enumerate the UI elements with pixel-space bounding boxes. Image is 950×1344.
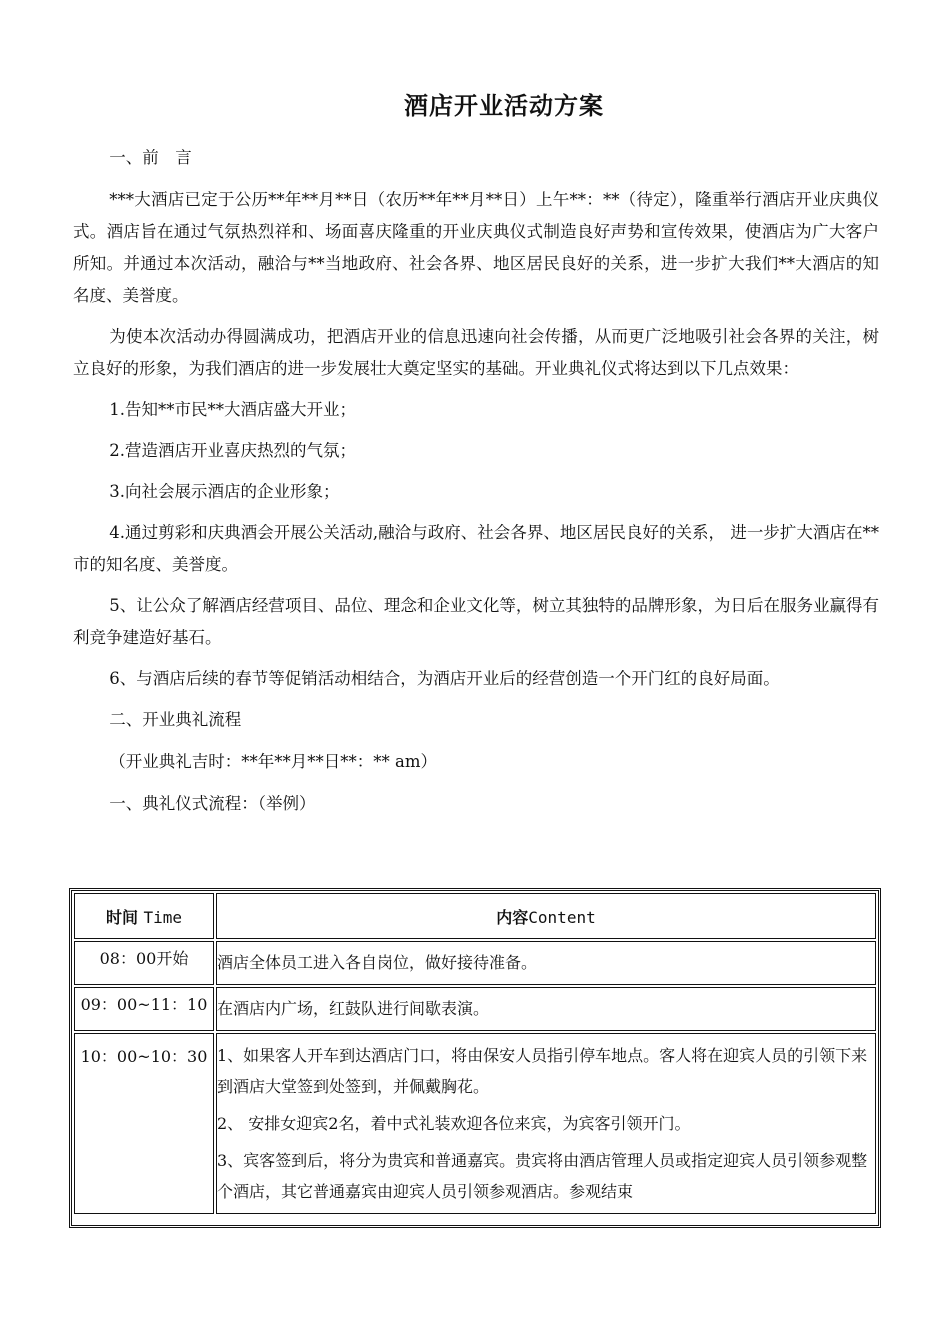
table-row [74, 1033, 876, 1214]
list-item-effect-4: 4.通过剪彩和庆典酒会开展公关活动,融洽与政府、社会各界、地区居民良好的关系， 进一步扩大酒店在**市的知名度、美誉度。 [73, 523, 879, 574]
list-item-effect-1: 1.告知**市民**大酒店盛大开业； [109, 400, 357, 419]
header-content-cn: 内容 [496, 907, 529, 927]
section-heading-process: 二、开业典礼流程 [109, 710, 242, 729]
row-content-item: 2、 安排女迎宾2名，着中式礼装欢迎各位来宾，为宾客引领开门。 [217, 1114, 691, 1133]
header-time [74, 893, 214, 939]
row-time: 10：00~10：30 [74, 1033, 214, 1214]
list-item-effect-5: 5、让公众了解酒店经营项目、品位、理念和企业文化等，树立其独特的品牌形象，为日后在服务业赢得有利竞争建造好基石。 [73, 596, 879, 647]
row-content [216, 1033, 876, 1214]
ceremony-time-note: （开业典礼吉时：**年**月**日**：** am） [109, 752, 438, 771]
list-item-effect-2: 2.营造酒店开业喜庆热烈的气氛； [109, 441, 357, 460]
table-row [74, 941, 876, 985]
document-title: 酒店开业活动方案 [404, 92, 604, 120]
header-time-en: Time [143, 907, 183, 927]
row-content: 在酒店内广场，红鼓队进行间歇表演。 [216, 987, 876, 1031]
row-content-item: 1、如果客人开车到达酒店门口，将由保安人员指引停车地点。客人将在迎宾人员的引领下来到酒店大堂签到处签到，并佩戴胸花。 [217, 1046, 868, 1096]
section-heading-preface: 一、前 言 [109, 148, 192, 167]
row-time: 09：00~11：10 [74, 987, 214, 1031]
row-content-item: 3、宾客签到后，将分为贵宾和普通嘉宾。贵宾将由酒店管理人员或指定迎宾人员引领参观整个酒店，其它普通嘉宾由迎宾人员引领参观酒店。参观结束 [217, 1151, 868, 1201]
list-item-effect-3: 3.向社会展示酒店的企业形象； [109, 482, 340, 501]
ceremony-flow-heading: 一、典礼仪式流程：（举例） [109, 794, 316, 813]
header-time-cn: 时间 [105, 907, 138, 927]
row-content: 酒店全体员工进入各自岗位，做好接待准备。 [216, 941, 876, 985]
header-content [216, 893, 876, 939]
row-time: 08：00开始 [74, 941, 214, 985]
document-body [73, 142, 879, 830]
table-header-row [74, 893, 876, 939]
paragraph-intro: ***大酒店已定于公历**年**月**日（农历**年**月**日）上午**：**（待定），隆重举行酒店开业庆典仪式。酒店旨在通过气氛热烈祥和、场面喜庆隆重的开业庆典仪式制造良好声势和宣传效果，使酒店为广大客户所知。并通过本次活动，融洽与**当地政府、社会各界、地区居民良好的关系，进一步扩大我们**大酒店的知名度、美誉度。 [73, 190, 879, 305]
header-content-en: Content [528, 907, 596, 927]
table-row [74, 987, 876, 1031]
schedule-table [69, 888, 881, 1228]
list-item-effect-6: 6、与酒店后续的春节等促销活动相结合，为酒店开业后的经营创造一个开门红的良好局面。 [109, 669, 780, 688]
paragraph-goals: 为使本次活动办得圆满成功，把酒店开业的信息迅速向社会传播，从而更广泛地吸引社会各界的关注，树立良好的形象，为我们酒店的进一步发展壮大奠定坚实的基础。开业典礼仪式将达到以下几点效果： [73, 327, 879, 378]
